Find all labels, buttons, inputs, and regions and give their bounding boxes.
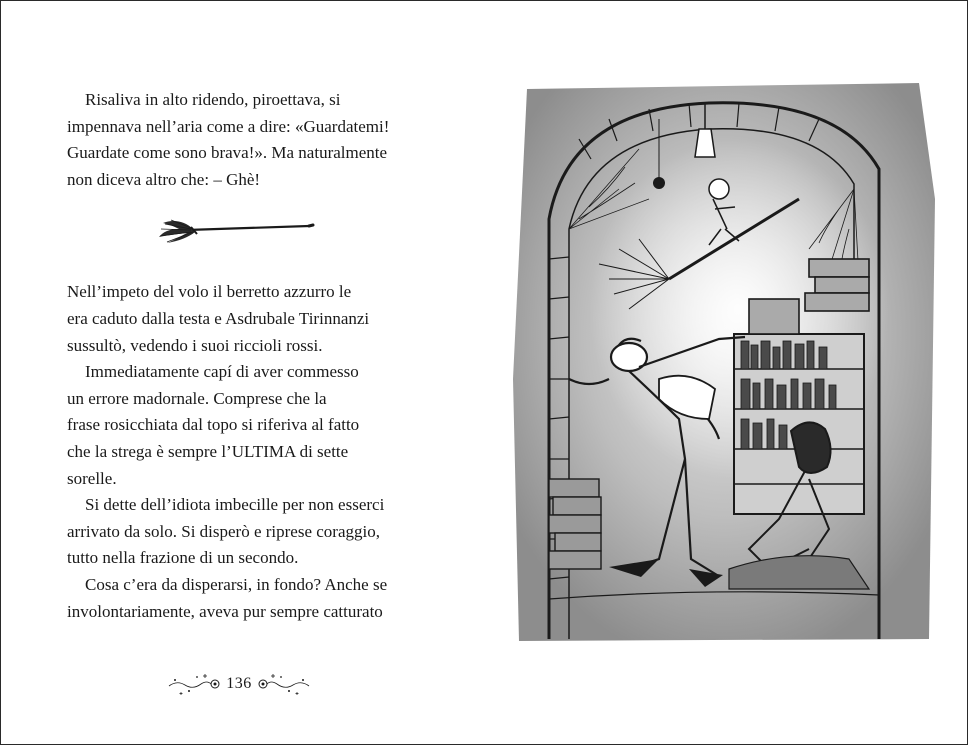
- text-line: Guardate come sono brava!». Ma naturalmente: [67, 143, 388, 163]
- paragraph-group-1: [67, 87, 407, 193]
- page-footer: [167, 669, 311, 699]
- text-line: un errore madornale. Comprese che la: [67, 388, 327, 408]
- text-line: involontariamente, aveva pur sempre catturato: [67, 601, 383, 621]
- left-page: [1, 1, 485, 744]
- text-line: non diceva altro che: – Ghè!: [67, 169, 261, 189]
- text-line: Risaliva in alto ridendo, piroettava, si: [85, 90, 341, 109]
- text-line: Si dette dell’idiota imbecille per non esserci: [85, 495, 385, 515]
- text-line: Nell’impeto del volo il berretto azzurro le: [67, 282, 352, 302]
- broomstick-icon: [157, 215, 317, 245]
- witch-library-illustration: [509, 79, 937, 645]
- paragraph-group-2: [67, 279, 407, 625]
- body-text: [67, 87, 407, 625]
- page-number: 136: [226, 675, 252, 692]
- left-swirl-ornament-icon: [167, 671, 223, 697]
- text-line: che la strega è sempre l’ULTIMA di sette: [67, 441, 349, 461]
- text-line: frase rosicchiata dal topo si riferiva al fatto: [67, 415, 360, 435]
- text-line: era caduto dalla testa e Asdrubale Tirinnanzi: [67, 308, 370, 328]
- text-line: tutto nella frazione di un secondo.: [67, 548, 299, 568]
- text-line: arrivato da solo. Si disperò e riprese coraggio,: [67, 521, 380, 541]
- text-line: Cosa c’era da disperarsi, in fondo? Anche se: [85, 574, 388, 594]
- text-line: sorelle.: [67, 468, 117, 488]
- text-line: sussultò, vedendo i suoi riccioli rossi.: [67, 335, 323, 355]
- text-line: Immediatamente capí di aver commesso: [85, 362, 359, 382]
- section-ornament: [67, 193, 407, 279]
- right-swirl-ornament-icon: [255, 671, 311, 697]
- text-line: impennava nell’aria come a dire: «Guardatemi!: [67, 116, 390, 136]
